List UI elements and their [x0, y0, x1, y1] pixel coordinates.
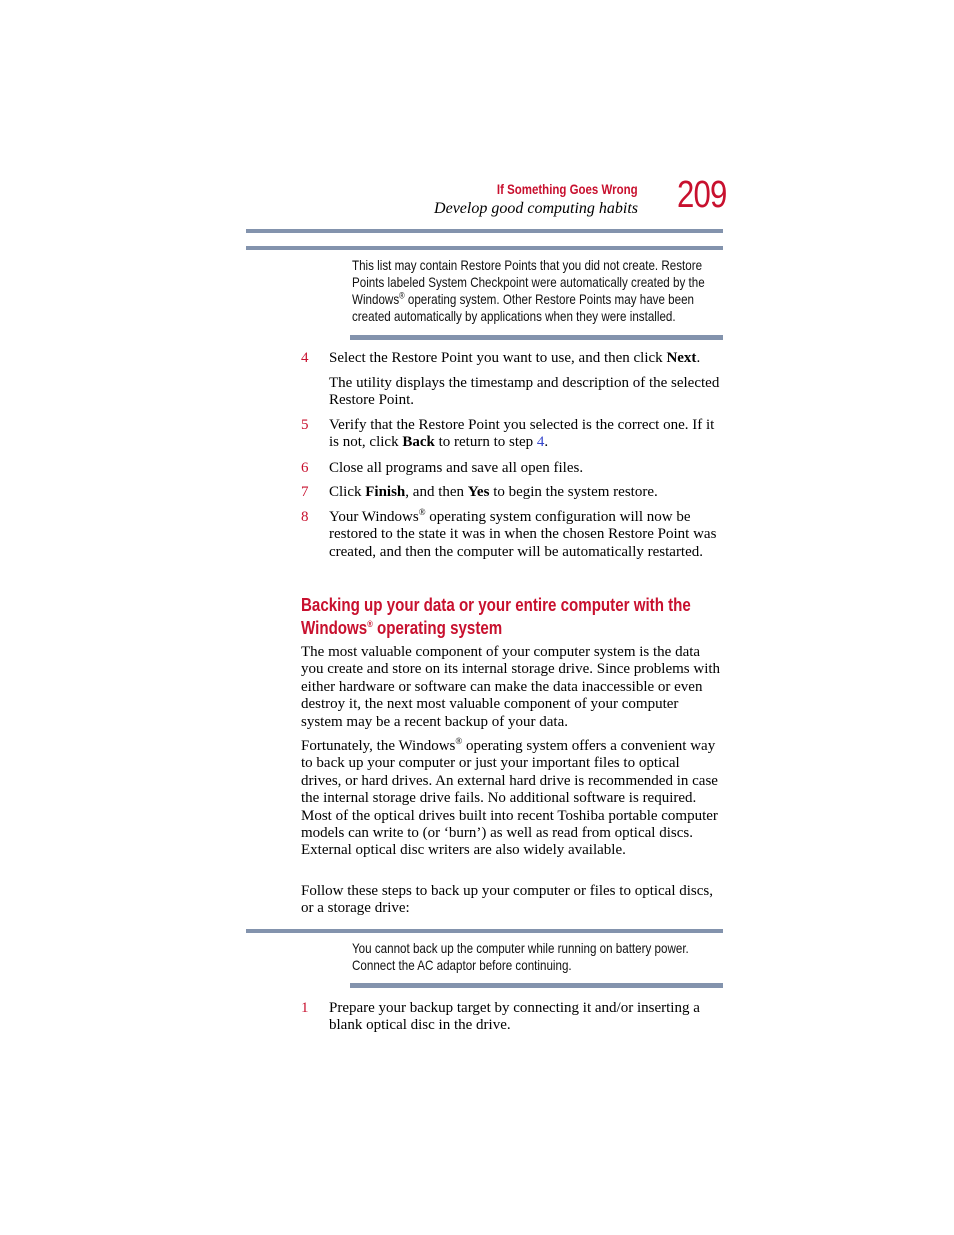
heading-line: Windows® operating system — [301, 618, 503, 638]
note-top-rule — [246, 929, 723, 933]
step-number: 1 — [301, 1000, 309, 1016]
header-rule — [246, 229, 723, 233]
heading-line: Backing up your data or your entire computer with the — [301, 595, 691, 615]
note-battery — [352, 940, 717, 974]
step-subtext: The utility displays the timestamp and description of the selected Restore Point. — [329, 375, 720, 409]
step-number: 7 — [301, 484, 309, 500]
step-text: Your Windows® operating system configuration will now be restored to the state it was in when the chosen Restore Point was created, and then the computer will be automatically restarted. — [329, 507, 717, 560]
paragraph: Fortunately, the Windows® operating system offers a convenient way to back up your computer or just your important files to optical drives, or hard drives. An external hard drive is recommended in case the internal storage drive fails. No additional software is required. Most of the optical drives built into recent Toshiba portable computer models can write to (or ‘burn’) as well as read from optical discs. External optical disc writers are also widely available. — [301, 736, 718, 859]
note-line: This list may contain Restore Points that you did not create. Restore — [352, 257, 703, 273]
step-number: 5 — [301, 417, 309, 433]
step-link[interactable]: 4 — [536, 434, 545, 451]
page-number: 209 — [677, 174, 727, 216]
paragraph: The most valuable component of your computer system is the data you create and store on its internal storage drive. Since problems with either hardware or software can make the data inaccessible or even destroy it, the next most valuable component of your computer system may be a recent backup of your data. — [301, 644, 721, 730]
note-text: Windows — [352, 291, 400, 307]
step-text: Verify that the Restore Point you selected is the correct one. If it is not, click Back to return to step 4. — [329, 417, 715, 451]
section-heading — [301, 594, 691, 640]
step-text: Close all programs and save all open files. — [329, 460, 584, 476]
note-bottom-rule — [350, 983, 723, 988]
step-number: 8 — [301, 509, 309, 525]
note-top-rule — [246, 246, 723, 250]
note-line — [352, 291, 717, 308]
note-line: Points labeled System Checkpoint were automatically created by the — [352, 274, 705, 290]
note-line: created automatically by applications when they were installed. — [352, 308, 676, 324]
registered-mark: ® — [399, 290, 405, 301]
step-number: 4 — [301, 350, 309, 366]
paragraph: Follow these steps to back up your computer or files to optical discs, or a storage drive: — [301, 883, 714, 917]
step-number: 6 — [301, 460, 309, 476]
step-text: Select the Restore Point you want to use, and then click Next. — [329, 350, 701, 366]
section-title: Develop good computing habits — [434, 200, 638, 217]
step-text: Prepare your backup target by connecting it and/or inserting a blank optical disc in the drive. — [329, 1000, 700, 1034]
note-restore-points — [352, 257, 717, 325]
step-text: Click Finish, and then Yes to begin the system restore. — [329, 484, 658, 500]
note-line: You cannot back up the computer while running on battery power. — [352, 940, 689, 956]
chapter-title: If Something Goes Wrong — [497, 181, 638, 197]
note-text: operating system. Other Restore Points may have been — [404, 291, 695, 307]
note-line: Connect the AC adaptor before continuing. — [352, 957, 572, 973]
note-bottom-rule — [350, 335, 723, 340]
